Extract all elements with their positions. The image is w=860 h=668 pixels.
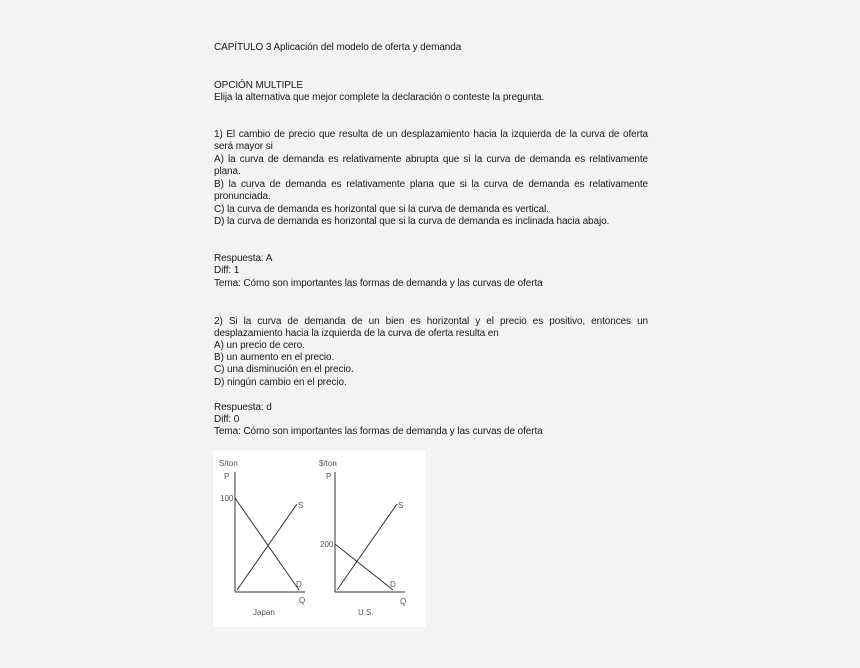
question-2-option-b: B) un aumento en el precio.	[214, 352, 335, 363]
right-price-axis-label: P	[326, 472, 332, 481]
question-2-diff: Diff: 0	[214, 414, 240, 425]
right-demand-label: D	[390, 580, 396, 589]
section-title: OPCIÓN MULTIPLE	[214, 80, 303, 91]
left-price-tick: 100	[220, 494, 234, 503]
question-2-answer: Respuesta: d	[214, 402, 272, 413]
question-2-option-d: D) ningún cambio en el precio.	[214, 377, 347, 388]
question-1-option-d: D) la curva de demanda es horizontal que si la curva de demanda es inclinada hacia abajo.	[214, 216, 610, 227]
supply-demand-graphs	[213, 450, 426, 627]
right-panel-caption: U.S.	[358, 608, 374, 617]
left-price-axis-label: P	[224, 472, 230, 481]
question-2-option-a: A) un precio de cero.	[214, 340, 305, 351]
right-unit-label: $/ton	[319, 459, 337, 468]
left-supply-label: S	[298, 501, 304, 510]
question-1-topic: Tema: Cómo son importantes las formas de demanda y las curvas de oferta	[214, 278, 543, 289]
question-1-option-c: C) la curva de demanda es horizontal que si la curva de demanda es vertical.	[214, 204, 549, 215]
left-demand-curve	[235, 498, 299, 590]
right-price-tick: 200	[320, 540, 334, 549]
left-panel-caption: Japan	[253, 608, 275, 617]
right-supply-label: S	[398, 501, 404, 510]
right-supply-curve	[337, 504, 397, 590]
question-2-topic: Tema: Cómo son importantes las formas de demanda y las curvas de oferta	[214, 426, 543, 437]
section-instructions: Elija la alternativa que mejor complete la declaración o conteste la pregunta.	[214, 92, 545, 103]
left-supply-curve	[237, 504, 297, 590]
question-1-option-a: A) la curva de demanda es relativamente abrupta que si la curva de demanda es relativamente plana.	[214, 154, 648, 178]
question-1-option-b: B) la curva de demanda es relativamente plana que si la curva de demanda es relativamente pronunciada.	[214, 179, 648, 203]
left-demand-label: D	[296, 580, 302, 589]
left-quantity-axis-label: Q	[299, 596, 306, 605]
supply-demand-figure	[213, 450, 426, 627]
question-1-diff: Diff: 1	[214, 265, 240, 276]
question-2-option-c: C) una disminución en el precio.	[214, 364, 354, 375]
chapter-header: CAPÍTULO 3 Aplicación del modelo de oferta y demanda	[214, 42, 462, 53]
question-1-stem: 1) El cambio de precio que resulta de un desplazamiento hacia la izquierda de la curva de oferta será mayor si	[214, 129, 648, 153]
right-quantity-axis-label: Q	[400, 597, 407, 606]
question-1-answer: Respuesta: A	[214, 253, 273, 264]
question-2-stem: 2) Si la curva de demanda de un bien es horizontal y el precio es positivo, entonces un desplazamiento hacia la izquierda de la curva de oferta resulta en	[214, 316, 648, 340]
left-unit-label: S/ton	[219, 459, 238, 468]
